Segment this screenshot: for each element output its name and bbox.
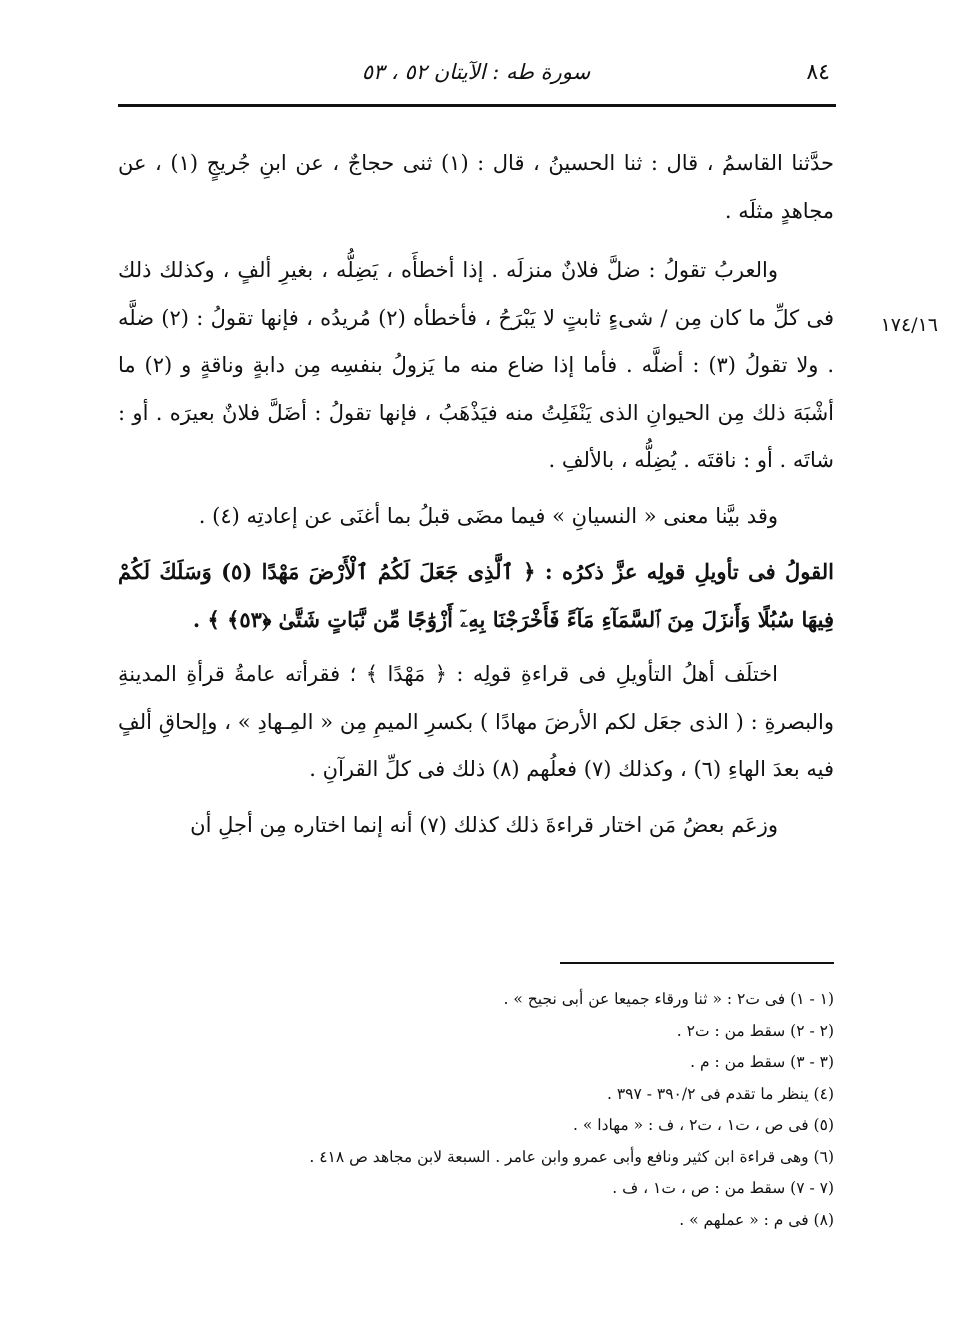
paragraph-qiraat: اختلَف أهلُ التأويلِ فى قراءةِ قولِه : ﴿ مَهْدًا ﴾ ؛ فقرأته عامةُ قرأةِ المدينةِ والبصرةِ : ( الذى جعَل لكم الأرضَ مهادًا ) بكسرِ الميمِ مِن « المِـهادِ » ، وإلحاقِ ألفٍ فيه بعدَ الهاءِ (٦) ، وكذلك (٧) فعلُهم (٨) ذلك فى كلِّ القرآنِ . xyxy=(118,662,834,781)
footnote-6: (٦) وهى قراءة ابن كثير ونافع وأبى عمرو وابن عامر . السبعة لابن مجاهد ص ٤١٨ . xyxy=(309,1147,834,1166)
paragraph-arabs-usage: والعربُ تقولُ : ضلَّ فلانٌ منزلَه . إذا أخطأَه ، يَضِلُّه ، بغيرِ ألفٍ ، وكذلك ذلك فى كلِّ ما كان مِن / شىءٍ ثابتٍ لا يَبْرَحُ ، فأخطأه (٢) مُريدُه ، فإنها تقولُ : (٢) ضلَّه . ولا تقولُ (٣) : أضلَّه . فأما إذا ضاع منه ما يَزولُ بنفسِه مِن دابةٍ وناقةٍ و (٢) ما أشْبَهَ ذلك مِن الحيوانِ الذى يَنْفَلِتُ منه فيَذْهَبُ ، فإنها تقولُ : أضَلَّ فلانٌ بعيرَه . أو : شاتَه . أو : ناقتَه . يُضِلُّه ، بالألفِ . xyxy=(118,258,834,472)
header-rule xyxy=(118,104,836,107)
footnote-4: (٤) ينظر ما تقدم فى ٣٩٠/٢ - ٣٩٧ . xyxy=(606,1084,834,1103)
footnote-3: (٣ - ٣) سقط من : م . xyxy=(690,1053,834,1071)
paragraph-verse-heading: القولُ فى تأويلِ قولِه عزَّ ذكرُه : ﴿ ٱلَّذِى جَعَلَ لَكُمُ ٱلْأَرْضَ مَهْدًا (٥) وَسَلَكَ لَكُمْ فِيهَا سُبُلًا وَأَنزَلَ مِنَ ٱلسَّمَآءِ مَآءً فَأَخْرَجْنَا بِهِۦٓ أَزْوَٰجًا مِّن نَّبَاتٍ شَتَّىٰ ﴿٥٣﴾ ﴾ . xyxy=(118,559,834,632)
margin-reference: ١٧٤/١٦ xyxy=(880,314,938,336)
running-head: سورة طه : الآيتان ٥٢ ، ٥٣ xyxy=(361,60,591,84)
page-number: ٨٤ xyxy=(806,60,830,85)
footnote-rule xyxy=(560,962,834,964)
main-text xyxy=(118,140,834,849)
paragraph-continued: وزعَم بعضُ مَن اختار قراءةَ ذلك كذلك (٧) أنه إنما اختاره مِن أجلِ أن xyxy=(190,812,778,837)
paragraph-nisyan: وقد بيَّنا معنى « النسيانِ » فيما مضَى قبلُ بما أغنَى عن إعادتِه (٤) . xyxy=(198,503,778,528)
paragraph-isnad: حدَّثنا القاسمُ ، قال : ثنا الحسينُ ، قال : (١) ثنى حجاجٌ ، عن ابنِ جُريجٍ (١) ، عن مجاهدٍ مثلَه . xyxy=(118,151,834,223)
footnote-7: (٧ - ٧) سقط من : ص ، ت١ ، ف . xyxy=(612,1179,834,1197)
footnote-1: (١ - ١) فى ت٢ : « ثنا ورقاء جميعا عن أبى نجيح » . xyxy=(503,990,834,1008)
footnotes xyxy=(118,984,834,1236)
footnote-2: (٢ - ٢) سقط من : ت٢ . xyxy=(676,1021,834,1040)
footnote-5: (٥) فى ص ، ت١ ، ت٢ ، ف : « مهادا » . xyxy=(573,1116,834,1134)
page-header xyxy=(118,58,834,94)
footnote-8: (٨) فى م : « عملهم » . xyxy=(679,1210,834,1229)
